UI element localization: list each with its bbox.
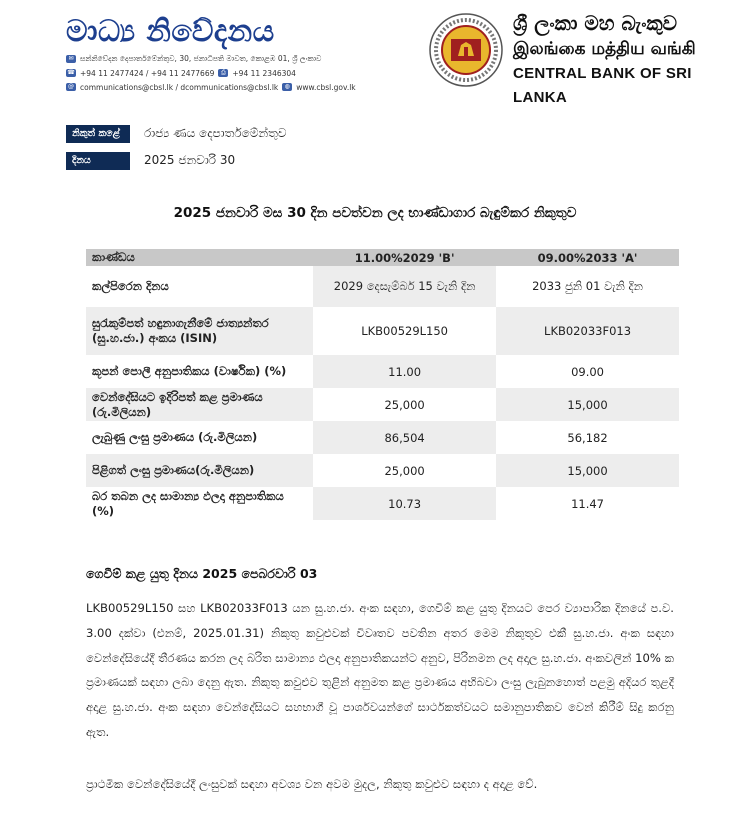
bank-name-block — [513, 10, 743, 110]
date-value: 2025 ජනවාරි 30 — [144, 153, 236, 167]
table-row — [86, 307, 679, 355]
fax-icon: ⎙ — [218, 69, 228, 77]
bank-name-english: CENTRAL BANK OF SRI LANKA — [513, 65, 692, 106]
table-row — [86, 266, 679, 307]
row-value-b: 11.00 — [313, 355, 496, 388]
main-heading: 2025 ජනවාරි මස 30 දින පවත්වන ලද භාණ්ඩාගාර බැඳුම්කර නිකුතුව — [173, 205, 577, 221]
settlement-heading: ගෙවීම් කළ යුතු දිනය 2025 පෙබරවාරි 03 — [86, 566, 318, 581]
row-value-b: 10.73 — [313, 487, 496, 520]
header-category: කාණ්ඩය — [86, 249, 313, 266]
issued-by-row — [66, 120, 287, 147]
email-text[interactable]: communications@cbsl.lk / dcommunications@cbsl.lk — [80, 82, 279, 92]
row-value-b: LKB00529L150 — [313, 307, 496, 355]
body-paragraph-2: ප්‍රාථමික වෙන්දේසියේදී ලංසුවක් සඳහා අවශ්‍ය වන අවම මුදල, නිකුතු කවුළුව සඳහා ද අදාළ වේ. — [86, 777, 538, 791]
auction-results-table — [86, 249, 679, 520]
phone-icon: ☎ — [67, 69, 75, 76]
row-value-b: 86,504 — [313, 421, 496, 454]
phone-text: +94 11 2477424 / +94 11 2477669 — [80, 68, 215, 78]
row-value-b: 25,000 — [313, 388, 496, 421]
cbsl-seal-icon — [428, 12, 504, 88]
row-value-a: LKB02033F013 — [496, 307, 679, 355]
row-value-a: 56,182 — [496, 421, 679, 454]
mail-icon: ✉ — [66, 55, 76, 63]
header-bond-b: 11.00%2029 'B' — [313, 249, 496, 266]
issued-by-label: නිකුත් කළේ — [66, 125, 130, 143]
issued-by-value: රාජ්‍ය ණය දෙපාර්තමේන්තුව — [144, 126, 287, 140]
web-text[interactable]: www.cbsl.gov.lk — [296, 82, 356, 92]
table-row — [86, 454, 679, 487]
row-label: කල්පිරෙන දිනය — [86, 266, 313, 307]
phone-line — [66, 66, 396, 80]
table-header-row — [86, 249, 679, 266]
row-value-a: 15,000 — [496, 388, 679, 421]
row-label: වෙන්දේසියට ඉදිරිපත් කළ ප්‍රමාණය (රු.මිලියන) — [86, 388, 313, 421]
row-value-a: 09.00 — [496, 355, 679, 388]
at-icon: @ — [68, 83, 74, 90]
date-label: දිනය — [66, 152, 130, 170]
email-web-line — [66, 80, 396, 94]
row-label: පිළිගත් ලංසු ප්‍රමාණය(රු.මිලියන) — [86, 454, 313, 487]
row-value-a: 15,000 — [496, 454, 679, 487]
row-value-a: 2033 ජුනි 01 වැනි දින — [496, 266, 679, 307]
row-value-b: 25,000 — [313, 454, 496, 487]
bank-name-tamil: இலங்கை மத்திய வங்கி — [513, 39, 696, 59]
date-row — [66, 147, 287, 174]
row-label: බර තබන ලද සාමාන්‍ය ඵලදා අනුපාතිකය (%) — [86, 487, 313, 520]
table-row — [86, 487, 679, 520]
table-row — [86, 355, 679, 388]
header-bond-a: 09.00%2033 'A' — [496, 249, 679, 266]
release-meta — [66, 120, 287, 174]
address-line — [66, 52, 396, 66]
press-release-header — [66, 14, 396, 94]
row-label: කූපන් පොලී අනුපාතිකය (වාර්ෂික) (%) — [86, 355, 313, 388]
table-row — [86, 388, 679, 421]
press-release-title: මාධ්‍ය නිවේදනය — [66, 14, 275, 49]
bank-name-sinhala: ශ්‍රී ලංකා මහ බැංකුව — [513, 11, 678, 35]
fax-text: +94 11 2346304 — [232, 68, 296, 78]
body-paragraph-1: LKB00529L150 සහ LKB02033F013 යන සු.හ.ජා. අංක සඳහා, ගෙවීම් කළ යුතු දිනයට පෙර ව්‍යාපාරික දිනයේ ප.ව. 3.00 දක්වා (එනම්, 2025.01.31) නිකුතු කවුළුවක් විවෘතව පවතින අතර මෙම නිකුතුව එකී සු.හ.ජා. අංක සඳහා වෙන්දේසියේදී තීරණය කරන ලද බරිත සාමාන්‍ය ඵලදා අනුපාතිකයන්ට අනුව, පිරිනමන ලද අදාල සු.හ.ජා. අංකවලින් 10% ක ප්‍රමාණයක් සඳහා ලබා දෙනු ඇත. නිකුතු කවුළුව තුළින් අනුමත කළ ප්‍රමාණය අභිබවා ලංසු ලැබුනහොත් පළමු අදියර තුළදී අදාළ සු.හ.ජා. අංක සඳහා වෙන්දේසියට සහභාගී වූ පාර්ශවයන්ගේ සාර්ථකත්වයට සමානුපාතිකව වෙන් කිරීම් සිදු කරනු ඇත. — [86, 601, 674, 739]
row-label: සුරැකුම්පත් හඳුනාගැනීමේ ජාත්‍යන්තර (සු.හ.ජා.) අංකය (ISIN) — [86, 307, 313, 355]
row-value-b: 2029 දෙසැම්බර් 15 වැනි දින — [313, 266, 496, 307]
globe-icon: ◍ — [282, 83, 292, 91]
row-label: ලැබුණු ලංසු ප්‍රමාණය (රු.මිලියන) — [86, 421, 313, 454]
row-value-a: 11.47 — [496, 487, 679, 520]
table-row — [86, 421, 679, 454]
address-text: සන්නිවේදන දෙපාර්තමේන්තුව, 30, ජනාධිපති මාවත, කොළඹ 01, ශ්‍රී ලංකාව — [80, 54, 322, 63]
